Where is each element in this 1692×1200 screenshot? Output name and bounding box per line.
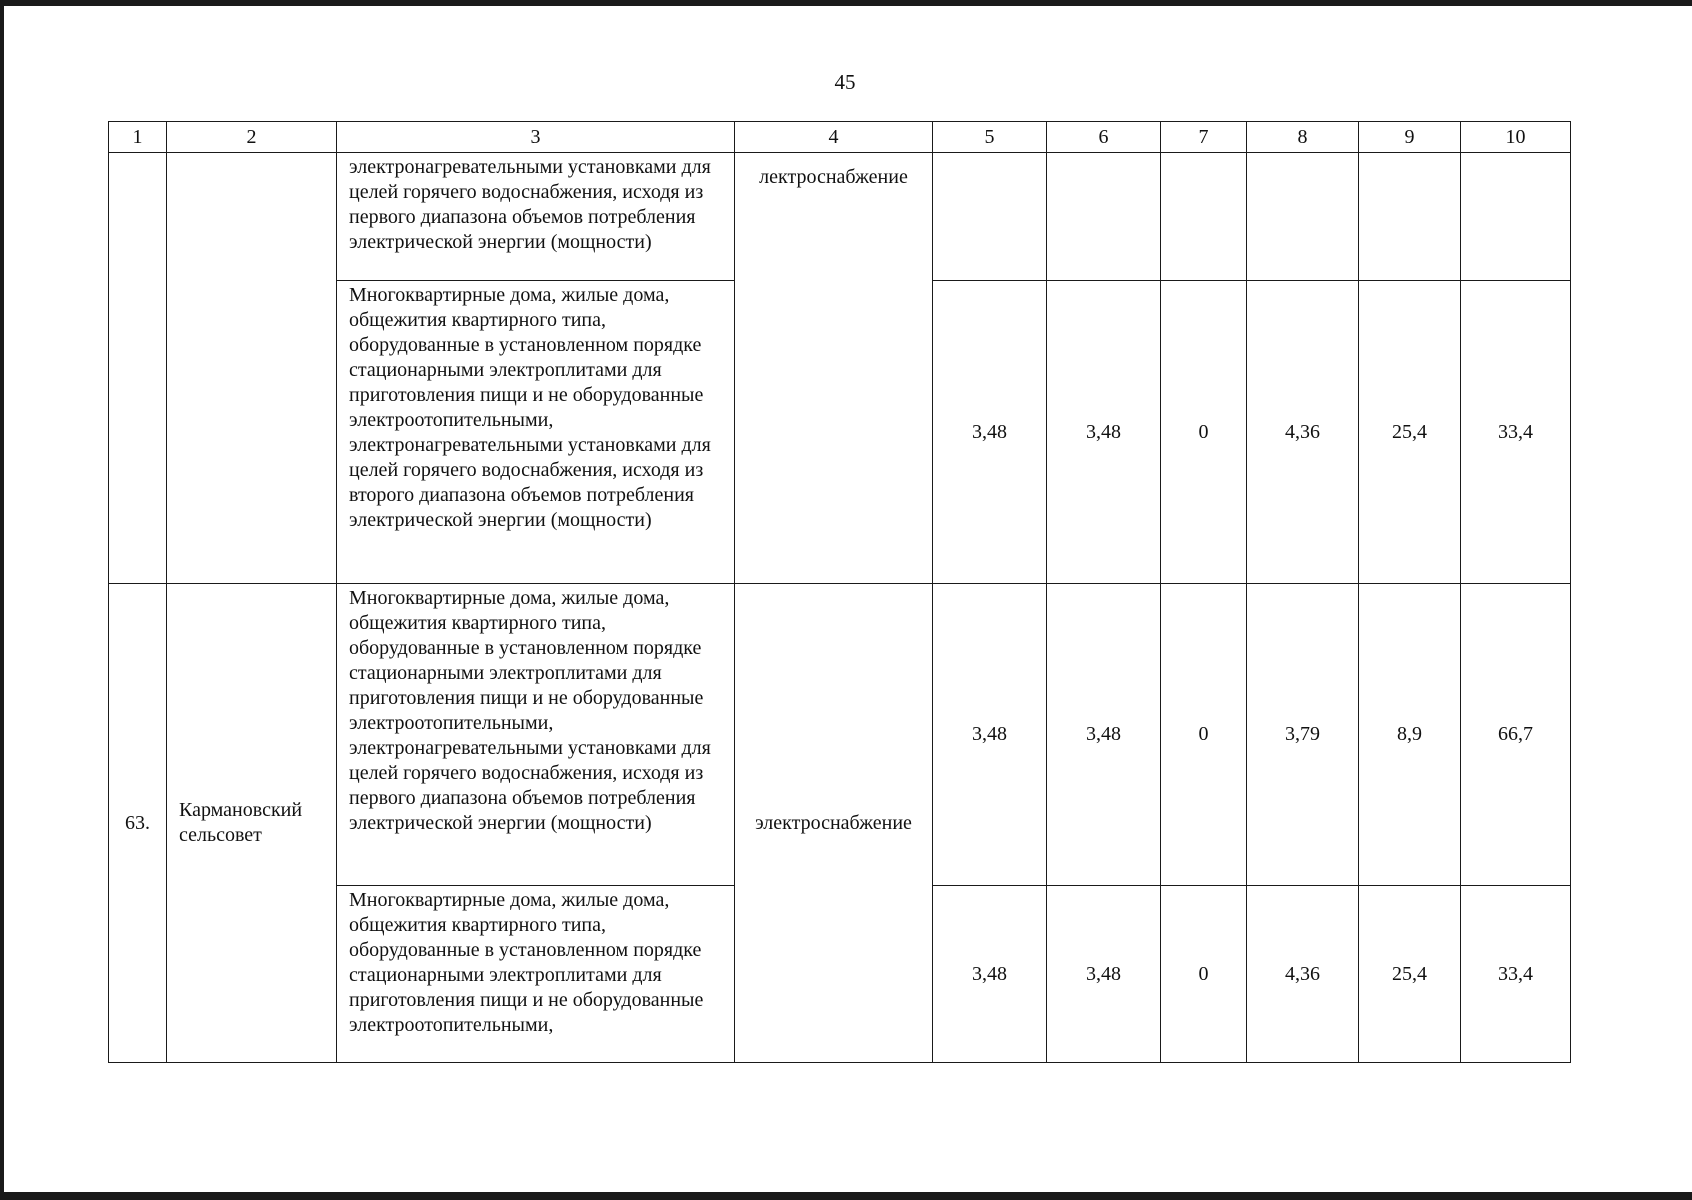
value-cell: 0 [1161, 584, 1247, 886]
tariff-table [108, 121, 1571, 1063]
value-cell: 3,48 [1047, 584, 1161, 886]
value-cell: 25,4 [1359, 886, 1461, 1063]
header-row [109, 122, 1571, 153]
name-cell-empty [167, 153, 337, 584]
description-cell: Многоквартирные дома, жилые дома, общежития квартирного типа, оборудованные в установленном порядке стационарными электроплитами для приготовления пищи и не оборудованные электроотопительными, [337, 886, 735, 1063]
description-cell: Многоквартирные дома, жилые дома, общежития квартирного типа, оборудованные в установленном порядке стационарными электроплитами для приготовления пищи и не оборудованные электроотопительными, электронагревательными установками для целей горячего водоснабжения, исходя из второго диапазона объемов потребления электрической энергии (мощности) [337, 281, 735, 584]
value-cell: 3,48 [933, 886, 1047, 1063]
value-cell-empty [1247, 153, 1359, 281]
value-cell: 33,4 [1461, 281, 1571, 584]
value-cell: 66,7 [1461, 584, 1571, 886]
description-cell: Многоквартирные дома, жилые дома, общежития квартирного типа, оборудованные в установленном порядке стационарными электроплитами для приготовления пищи и не оборудованные электроотопительными, электронагревательными установками для целей горячего водоснабжения, исходя из первого диапазона объемов потребления электрической энергии (мощности) [337, 584, 735, 886]
value-cell-empty [933, 153, 1047, 281]
value-cell: 3,79 [1247, 584, 1359, 886]
scan-border-top [0, 0, 1692, 6]
table-row [109, 153, 1571, 281]
page-number: 45 [834, 70, 856, 94]
value-cell: 0 [1161, 281, 1247, 584]
header-cell: 8 [1247, 122, 1359, 153]
value-cell: 25,4 [1359, 281, 1461, 584]
index-cell: 63. [109, 584, 167, 1063]
header-cell: 3 [337, 122, 735, 153]
header-cell: 5 [933, 122, 1047, 153]
service-cell: электроснабжение [735, 584, 933, 1063]
value-cell-empty [1047, 153, 1161, 281]
value-cell: 3,48 [933, 584, 1047, 886]
value-cell: 4,36 [1247, 886, 1359, 1063]
description-cell: электронагревательными установками для целей горячего водоснабжения, исходя из первого диапазона объемов потребления электрической энергии (мощности) [337, 153, 735, 281]
index-cell-empty [109, 153, 167, 584]
header-cell: 1 [109, 122, 167, 153]
header-cell: 6 [1047, 122, 1161, 153]
header-cell: 7 [1161, 122, 1247, 153]
header-cell: 10 [1461, 122, 1571, 153]
value-cell: 3,48 [933, 281, 1047, 584]
header-cell: 4 [735, 122, 933, 153]
service-cell: лектроснабжение [735, 153, 933, 584]
value-cell: 8,9 [1359, 584, 1461, 886]
table-row [109, 584, 1571, 886]
value-cell-empty [1161, 153, 1247, 281]
value-cell-empty [1359, 153, 1461, 281]
value-cell: 3,48 [1047, 281, 1161, 584]
municipality-name: Кармановский сельсовет [167, 584, 337, 1063]
scan-border-left [0, 0, 4, 1200]
value-cell: 3,48 [1047, 886, 1161, 1063]
value-cell: 0 [1161, 886, 1247, 1063]
value-cell: 33,4 [1461, 886, 1571, 1063]
value-cell: 4,36 [1247, 281, 1359, 584]
scan-border-bottom [0, 1192, 1692, 1200]
header-cell: 9 [1359, 122, 1461, 153]
value-cell-empty [1461, 153, 1571, 281]
header-cell: 2 [167, 122, 337, 153]
